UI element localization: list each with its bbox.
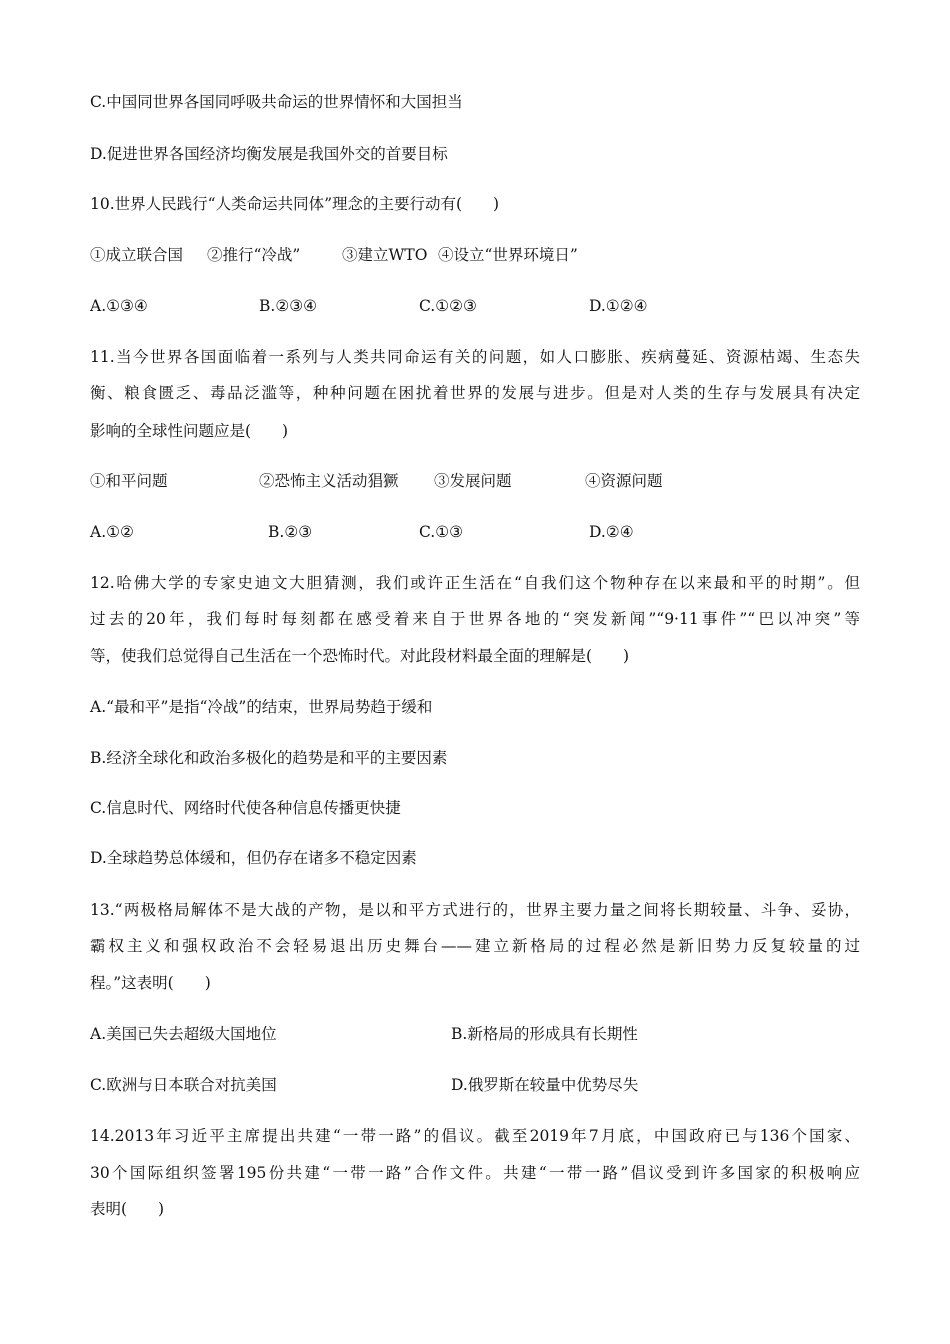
q10-item-2: ②推行“冷战”: [207, 246, 301, 264]
q11-item-4: ④资源问题: [585, 472, 663, 490]
q10-option-d: D.①②④: [589, 297, 648, 315]
q10-options: [0, 295, 950, 317]
q11-option-c: C.①③: [419, 523, 464, 541]
q11-items: [0, 470, 950, 492]
q13-option-a: A.美国已失去超级大国地位: [90, 1025, 277, 1043]
q13-option-b: B.新格局的形成具有长期性: [451, 1025, 638, 1043]
q12-option-b: B.经济全球化和政治多极化的趋势是和平的主要因素: [90, 749, 448, 767]
q11-option-b: B.②③: [268, 523, 313, 541]
q10-option-c: C.①②③: [419, 297, 477, 315]
q10-item-3: ③建立WTO: [342, 246, 428, 264]
q9-option-d: D.促进世界各国经济均衡发展是我国外交的首要目标: [90, 145, 448, 163]
q11-item-3: ③发展问题: [434, 472, 512, 490]
q11-item-1: ①和平问题: [90, 472, 168, 490]
q12-stem-line-1: 12.哈佛大学的专家史迪文大胆猜测，我们或许正生活在“自我们这个物种存在以来最和平的时期”。但: [90, 574, 860, 592]
q11-options: [0, 521, 950, 543]
q10-option-a: A.①③④: [90, 297, 148, 315]
q10-stem: 10.世界人民践行“人类命运共同体”理念的主要行动有( ): [90, 195, 500, 213]
q12-stem-line-2: 过去的20年，我们每时每刻都在感受着来自于世界各地的“突发新闻”“9·11事件”“巴以冲突”等: [90, 610, 860, 628]
q13-stem-line-3: 程。”这表明( ): [90, 974, 211, 992]
q10-item-1: ①成立联合国: [90, 246, 184, 264]
q12-option-c: C.信息时代、网络时代使各种信息传播更快捷: [90, 799, 401, 817]
q13-stem-line-2: 霸权主义和强权政治不会轻易退出历史舞台——建立新格局的过程必然是新旧势力反复较量的过: [90, 937, 860, 955]
q11-stem-line-1: 11.当今世界各国面临着一系列与人类共同命运有关的问题，如人口膨胀、疾病蔓延、资源枯竭、生态失: [90, 348, 860, 366]
q12-option-a: A.“最和平”是指“冷战”的结束，世界局势趋于缓和: [90, 698, 433, 716]
q13-options-row-2: [0, 1074, 950, 1096]
q11-option-d: D.②④: [589, 523, 634, 541]
q10-items: [0, 244, 950, 266]
q13-option-c: C.欧洲与日本联合对抗美国: [90, 1076, 277, 1094]
q11-option-a: A.①②: [90, 523, 134, 541]
q11-stem-line-2: 衡、粮食匮乏、毒品泛滥等，种种问题在困扰着世界的发展与进步。但是对人类的生存与发展具有决定: [90, 384, 860, 402]
q11-item-2: ②恐怖主义活动猖獗: [259, 472, 399, 490]
q9-option-c: C.中国同世界各国同呼吸共命运的世界情怀和大国担当: [90, 93, 463, 111]
q13-stem-line-1: 13.“两极格局解体不是大战的产物，是以和平方式进行的，世界主要力量之间将长期较量、斗争、妥协，: [90, 901, 860, 919]
q13-options-row-1: [0, 1023, 950, 1045]
q14-stem-line-3: 表明( ): [90, 1200, 165, 1218]
q12-option-d: D.全球趋势总体缓和，但仍存在诸多不稳定因素: [90, 849, 417, 867]
q14-stem-line-1: 14.2013年习近平主席提出共建“一带一路”的倡议。截至2019年7月底，中国政府已与136个国家、: [90, 1127, 860, 1145]
q11-stem-line-3: 影响的全球性问题应是( ): [90, 422, 289, 440]
q12-stem-line-3: 等，使我们总觉得自己生活在一个恐怖时代。对此段材料最全面的理解是( ): [90, 647, 630, 665]
q13-option-d: D.俄罗斯在较量中优势尽失: [451, 1076, 639, 1094]
q10-option-b: B.②③④: [259, 297, 318, 315]
q10-item-4: ④设立“世界环境日”: [438, 246, 578, 264]
q14-stem-line-2: 30个国际组织签署195份共建“一带一路”合作文件。共建“一带一路”倡议受到许多国家的积极响应: [90, 1164, 860, 1182]
